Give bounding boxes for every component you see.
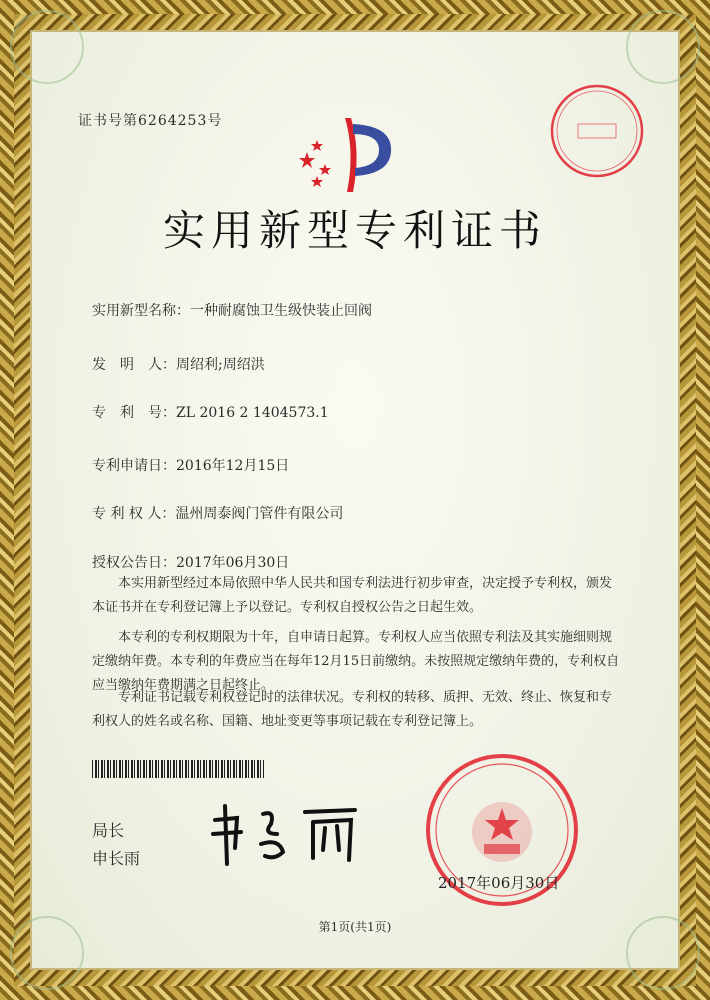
paragraph-legal-status: 专利证书记载专利权登记时的法律状况。专利权的转移、质押、无效、终止、恢复和专利权人的姓名或名称、国籍、地址变更等事项记载在专利登记簿上。 bbox=[92, 690, 613, 729]
field-label: 专 利 权 人： bbox=[92, 506, 176, 522]
field-patentee bbox=[92, 503, 343, 523]
field-utility-model-name bbox=[92, 300, 372, 320]
corner-ornament bbox=[626, 10, 700, 84]
field-label: 授权公告日： bbox=[92, 555, 176, 571]
barcode bbox=[92, 760, 264, 778]
tax-stamp-seal bbox=[548, 82, 646, 180]
field-value: 周绍利;周绍洪 bbox=[176, 357, 265, 373]
director-signature bbox=[205, 800, 365, 870]
corner-ornament bbox=[10, 10, 84, 84]
field-application-date bbox=[92, 455, 289, 475]
signatory-name: 申长雨 bbox=[92, 849, 141, 868]
field-value: 2017年06月30日 bbox=[176, 555, 290, 571]
field-value: ZL 2016 2 1404573.1 bbox=[176, 405, 329, 421]
field-label: 专利申请日： bbox=[92, 458, 176, 474]
certificate-number: 证书号第6264253号 bbox=[78, 113, 223, 129]
certificate-title: 实用新型专利证书 bbox=[162, 206, 547, 255]
field-label: 实用新型名称： bbox=[92, 303, 190, 319]
seal-date: 2017年06月30日 bbox=[438, 874, 560, 892]
field-value: 一种耐腐蚀卫生级快装止回阀 bbox=[190, 303, 372, 319]
field-grant-date bbox=[92, 552, 289, 572]
signatory-title: 局长 bbox=[92, 821, 125, 840]
field-inventors bbox=[92, 354, 265, 374]
field-value: 温州周泰阀门管件有限公司 bbox=[175, 506, 344, 522]
field-patent-number bbox=[92, 402, 329, 422]
page-indicator: 第1页(共1页) bbox=[318, 920, 392, 934]
paragraph-term: 本专利的专利权期限为十年，自申请日起算。专利权人应当依照专利法及其实施细则规定缴纳年费。本专利的年费应当在每年12月15日前缴纳。未按照规定缴纳年费的，专利权自应当缴纳年费期满之日起终止。 bbox=[92, 630, 620, 693]
field-label: 专 利 号： bbox=[92, 405, 176, 421]
field-value: 2016年12月15日 bbox=[176, 458, 290, 474]
field-label: 发 明 人： bbox=[92, 357, 176, 373]
paragraph-grant: 本实用新型经过本局依照中华人民共和国专利法进行初步审查，决定授予专利权，颁发本证书并在专利登记簿上予以登记。专利权自授权公告之日起生效。 bbox=[92, 576, 613, 615]
patent-office-logo-icon bbox=[295, 112, 405, 194]
